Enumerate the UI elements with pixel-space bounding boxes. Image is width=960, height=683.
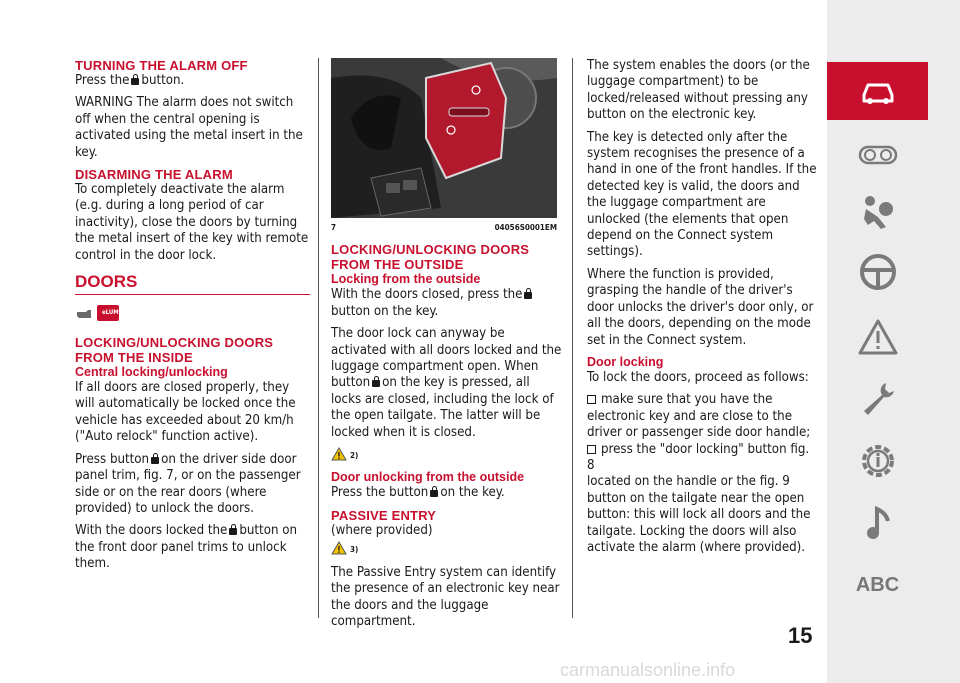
door-panel-image [331,58,557,218]
lock-icon [524,288,532,299]
warning-triangle-icon [331,541,347,555]
paragraph-detected: The key is detected only after the system recognises the presence of a hand in one of the front handles. If the detected key is valid, the doors and the luggage compartment are unlocked (the elements that open depend on the Connect system settings). [587,129,817,260]
paragraph-passive: The Passive Entry system can identify the presence of an electronic key near the doors and the luggage compartment. [331,564,560,629]
paragraph-where-provided: (where provided) [331,522,433,538]
settings-icon [856,439,900,483]
sidebar-item-car[interactable] [827,62,928,120]
paragraph-press-button: Press the button. [75,73,185,88]
sidebar-item-multimedia[interactable] [827,494,928,552]
heading-disarming: DISARMING THE ALARM [75,167,233,183]
paragraph-located: located on the handle or the fig. 9 button on the tailgate near the open button: this will lock all doors and the tailgate. Locking the doors will also activate the alarm (where provided). [587,474,811,555]
sidebar-item-airbag[interactable] [827,184,928,242]
doors-divider [75,294,310,295]
paragraph-disarm: To completely deactivate the alarm (e.g. during a long period of car inactivity), close the doors by turning the metal insert of the key with remote control in the door lock. [75,182,309,263]
warning-reference-2: 2) [331,447,563,464]
column-1 [75,58,310,579]
paragraph-with-doors: With the doors locked the button on the front door panel trims to unlock them. [75,523,298,572]
heading-lock-inside: LOCKING/UNLOCKING DOORS FROM THE INSIDE [75,335,274,366]
paragraph-warning: WARNING The alarm does not switch off when the central opening is activated using the metal insert in the key. [75,95,303,160]
paragraph-central: If all doors are closed properly, they will automatically be locked once the vehicle has exceeded about 20 km/h ("Auto relock" function active). [75,380,296,445]
sidebar-item-maintenance[interactable] [827,370,928,428]
paragraph-where-function: Where the function is provided, grasping the handle of the driver's door unlocks the driver's door only, or all the doors, depending on the mode set in the Connect system. [587,266,814,348]
sidebar-item-dashboard[interactable] [827,126,928,184]
watermark: carmanualsonline.info [560,660,736,680]
wrench-icon [856,377,900,421]
lock-icon [151,453,159,464]
subheading-door-locking: Door locking [587,354,664,369]
paragraph-press-button-2: Press button on the driver side door panel trim, fig. 7, or on the passenger side or on the rear doors (where provided) to unlock the doors. [75,451,301,516]
subheading-locking-outside: Locking from the outside [331,272,481,287]
figure-code: 04056S0001EM [494,223,557,232]
sidebar-item-warning[interactable] [827,308,928,366]
column-2 [331,58,563,636]
airbag-icon [856,191,900,235]
warning-triangle-icon [856,315,900,359]
bullet-item-2: press the "door locking" button fig. 8 [587,441,810,473]
unlock-key-icon [131,74,139,85]
chapter-sidebar [827,0,960,683]
figure-7-door-panel [331,58,557,218]
elum-badge: eLUM [75,305,119,321]
figure-number: 7 [331,223,337,232]
bullet-item-1: make sure that you have the electronic key and are close to the driver or passenger side door handle; [587,392,811,441]
heading-doors: DOORS [75,272,138,292]
paragraph-to-lock: To lock the doors, proceed as follows: [587,369,809,385]
hand-pointer-icon [75,306,93,320]
steering-wheel-icon [856,250,900,294]
column-3 [587,58,819,562]
warning-triangle-icon [331,447,347,461]
dashboard-icon [856,133,900,177]
checkbox-bullet-icon [587,445,596,454]
heading-passive-entry: PASSIVE ENTRY [331,507,437,523]
checkbox-bullet-icon [587,395,596,404]
page-number: 15 [788,623,813,648]
index-abc-label: ABC [855,573,900,596]
paragraph-enables: The system enables the doors (or the luggage compartment) to be locked/released without pressing any button on the electronic key. [587,58,810,123]
column-separator-1 [318,58,319,618]
warning-reference-3: 3) [331,541,563,558]
subheading-central: Central locking/unlocking [75,365,228,380]
lock-icon [229,524,237,535]
sidebar-item-index[interactable] [827,556,928,614]
music-note-icon [856,501,900,545]
paragraph-doors-closed: With the doors closed, press thebutton on the key. [331,287,563,320]
column-separator-2 [572,58,573,618]
car-icon [856,69,900,113]
figure-caption [331,220,557,236]
sidebar-item-steering[interactable] [827,243,928,301]
unlock-key-icon [430,486,438,497]
sidebar-item-technical[interactable] [827,432,928,490]
paragraph-unlock: Press the button on the key. [331,485,505,501]
heading-alarm-off: TURNING THE ALARM OFF [75,58,248,73]
subheading-unlock-outside: Door unlocking from the outside [331,470,525,485]
heading-lock-outside: LOCKING/UNLOCKING DOORS FROM THE OUTSIDE [331,242,530,273]
lock-icon [372,376,380,387]
paragraph-door-lock: The door lock can anyway be activated with all doors locked and the luggage compartment open. When button on the key is pressed, all locks are closed, including the lock of the open tailgate. The latter will be locked when it is closed. [331,326,562,440]
